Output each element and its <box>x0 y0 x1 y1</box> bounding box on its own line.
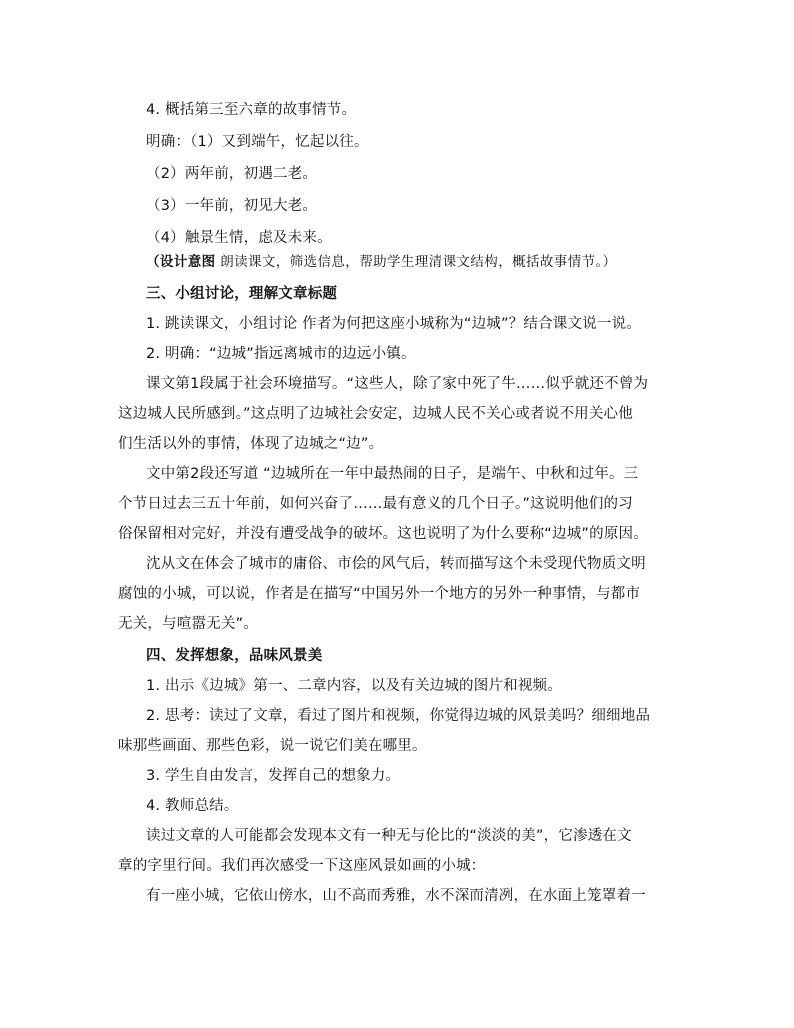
section-heading: 三、小组讨论，理解文章标题 <box>146 286 338 302</box>
text-line: 读过文章的人可能都会发现本文有一种无与伦比的“淡淡的美”，它渗透在文 <box>146 828 632 844</box>
text-line: 们生活以外的事情，体现了边城之“边”。 <box>118 436 384 452</box>
text-line: 腐蚀的小城，可以说，作者是在描写“中国另外一个地方的另外一种事情，与都市 <box>118 586 641 602</box>
text-line: 味那些画面、那些色彩，说一说它们美在哪里。 <box>118 738 427 754</box>
text-line: 1. 出示《边城》第一、二章内容，以及有关边城的图片和视频。 <box>146 678 562 694</box>
text-line: 这边城人民所感到。”这点明了边城社会安定，边城人民不关心或者说不用关心他 <box>118 406 633 422</box>
text-line: 有一座小城，它依山傍水，山不高而秀雅，水不深而清冽，在水面上笼罩着一 <box>146 888 646 904</box>
text-line: 沈从文在体会了城市的庸俗、市侩的风气后，转而描写这个未受现代物质文明 <box>146 556 646 572</box>
text-line: （4）触景生情，虑及未来。 <box>146 230 332 246</box>
text-line: 3. 学生自由发言，发挥自己的想象力。 <box>146 768 401 784</box>
text-line: 个节日过去三五十年前，如何兴奋了……最有意义的几个日子。”这说明他们的习 <box>118 496 633 512</box>
text-line: 课文第1段属于社会环境描写。“这些人，除了家中死了牛……似乎就还不曾为 <box>146 376 649 392</box>
text-line: 文中第2段还写道 “边城所在一年中最热闹的日子，是端午、中秋和过年。三 <box>146 466 639 482</box>
text-line: 明确：（1）又到端午，忆起以往。 <box>146 134 369 150</box>
text-line: 2. 明确：“边城”指远离城市的边远小镇。 <box>146 346 416 362</box>
design-intent-note <box>146 252 706 272</box>
text-line: 1. 跳读课文，小组讨论 作者为何把这座小城称为“边城”？结合课文说一说。 <box>146 316 641 332</box>
section-heading: 四、发挥想象，品味风景美 <box>146 648 323 664</box>
text-line: 俗保留相对完好，并没有遭受战争的破坏。这也说明了为什么要称“边城”的原因。 <box>118 526 648 542</box>
text-line: 4. 概括第三至六章的故事情节。 <box>146 102 357 118</box>
text-line: 4. 教师总结。 <box>146 798 239 814</box>
text-line: （3）一年前，初见大老。 <box>146 198 318 214</box>
text-line: 无关，与喧嚣无关”。 <box>118 616 259 632</box>
design-intent-text: 朗读课文，筛选信息，帮助学生理清课文结构，概括故事情节。） <box>215 254 617 270</box>
text-line: （2）两年前，初遇二老。 <box>146 166 318 182</box>
text-line: 2. 思考：读过了文章，看过了图片和视频，你觉得边城的风景美吗？细细地品 <box>146 708 651 724</box>
text-line: 章的字里行间。我们再次感受一下这座风景如画的小城： <box>118 858 486 874</box>
design-intent-label: （设计意图 <box>146 254 216 270</box>
